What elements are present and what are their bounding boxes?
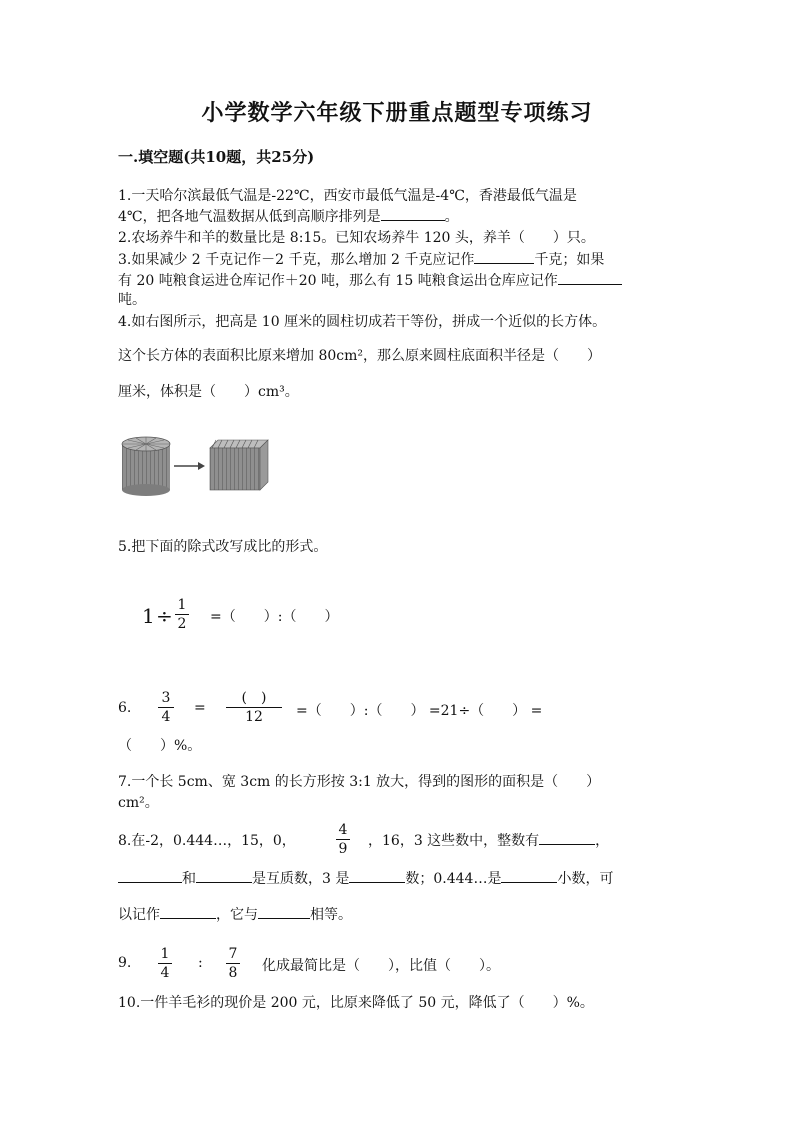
fraction-numerator: 7 [228, 946, 238, 962]
answer-blank[interactable] [539, 830, 595, 845]
fraction-numerator: 1 [160, 946, 170, 962]
answer-blank[interactable] [381, 206, 445, 221]
q5-text: 5.把下面的除式改写成比的形式。 [118, 539, 328, 555]
q8-line2 [118, 868, 613, 889]
q1-line2-end: 。 [444, 209, 459, 225]
q8-part-c: ， [595, 833, 610, 849]
q8-part-b-text: ，16，3 这些数中，整数有 [368, 833, 540, 849]
q6-fraction-2 [226, 690, 282, 725]
q4-line2: 这个长方体的表面积比原来增加 80cm²，那么原来圆柱底面积半径是（ ） [118, 348, 601, 364]
q5-dividend: 1 [142, 604, 155, 628]
q8-line3 [118, 904, 352, 925]
cylinder-shape [122, 437, 170, 496]
fraction-denominator: 4 [160, 965, 170, 981]
q7-line1: 7.一个长 5cm、宽 3cm 的长方形按 3:1 放大，得到的图形的面积是（ ） [118, 774, 601, 790]
q6-rest: =（ ）:（ ） =21÷（ ） = [296, 703, 543, 719]
q8-part-h: 以记作 [118, 907, 160, 923]
q10-text: 10.一件羊毛衫的现价是 200 元，比原来降低了 50 元，降低了（ ）%。 [118, 995, 594, 1011]
q8-part-i: ，它与 [216, 907, 258, 923]
answer-blank[interactable] [196, 868, 252, 883]
q9-fraction-2 [226, 946, 240, 981]
q6-label: 6. [118, 700, 132, 716]
q9-label: 9. [118, 955, 132, 971]
answer-blank[interactable] [501, 868, 557, 883]
q3-line1 [118, 249, 604, 270]
answer-blank[interactable] [474, 249, 534, 264]
q5-ratio-blanks: =（ ）:（ ） [210, 609, 339, 625]
fraction-numerator: 1 [177, 597, 187, 613]
q9-colon: : [198, 955, 203, 971]
q3-line3: 吨。 [118, 292, 146, 308]
q6-line2: （ ）%。 [118, 738, 202, 754]
q3-line2-text: 有 20 吨粮食运进仓库记作＋20 吨，那么有 15 吨粮食运出仓库应记作 [118, 273, 558, 289]
q8-part-e: 是互质数，3 是 [252, 871, 350, 887]
q4-line3: 厘米，体积是（ ）cm³。 [118, 384, 299, 400]
answer-blank[interactable] [349, 868, 405, 883]
q8-part-d: 和 [182, 871, 196, 887]
section-heading: 一.填空题(共10题，共25分) [118, 148, 315, 166]
answer-blank[interactable] [118, 868, 182, 883]
q9-fraction-1 [158, 946, 172, 981]
q6-equals: = [194, 700, 206, 716]
q8-fraction [336, 822, 350, 857]
page-title: 小学数学六年级下册重点题型专项练习 [201, 100, 593, 126]
q5-fraction [175, 597, 189, 632]
fraction-denominator: 12 [245, 709, 263, 725]
q1-line2 [118, 206, 459, 227]
answer-blank[interactable] [258, 904, 310, 919]
q2-text: 2.农场养牛和羊的数量比是 8:15。已知农场养牛 120 头，养羊（ ）只。 [118, 230, 595, 246]
fraction-numerator: 3 [161, 690, 171, 706]
q3-line1-end: 千克；如果 [534, 252, 605, 268]
q5-divide-sign: ÷ [156, 604, 173, 628]
q8-part-f: 数；0.444…是 [405, 871, 502, 887]
q4-line1: 4.如右图所示，把高是 10 厘米的圆柱切成若干等份，拼成一个近似的长方体。 [118, 314, 607, 330]
q3-line1-text: 3.如果减少 2 千克记作－2 千克，那么增加 2 千克应记作 [118, 252, 475, 268]
fraction-denominator: 9 [338, 841, 348, 857]
q1-line2-text: 4℃，把各地气温数据从低到高顺序排列是 [118, 209, 381, 225]
q8-part-b [368, 830, 609, 850]
fraction-numerator: ( ) [241, 690, 267, 706]
q6-fraction-1 [158, 690, 174, 725]
q8-part-g: 小数，可 [557, 871, 614, 887]
fraction-denominator: 8 [228, 965, 238, 981]
answer-blank[interactable] [160, 904, 216, 919]
q3-line2 [118, 270, 622, 291]
fraction-numerator: 4 [338, 822, 348, 838]
fraction-denominator: 4 [161, 709, 171, 725]
cylinder-to-cuboid-figure [118, 432, 278, 496]
cuboid-shape [210, 440, 268, 490]
q9-text: 化成最简比是（ ），比值（ ）。 [262, 958, 500, 974]
answer-blank[interactable] [558, 270, 622, 285]
q7-line2: cm²。 [118, 795, 159, 811]
q8-part-a: 8.在-2，0.444…，15，0， [118, 833, 296, 849]
q1-line1: 1.一天哈尔滨最低气温是-22℃，西安市最低气温是-4℃，香港最低气温是 [118, 188, 577, 204]
fraction-denominator: 2 [177, 616, 187, 632]
q8-part-j: 相等。 [310, 907, 352, 923]
arrow-icon [174, 462, 205, 470]
